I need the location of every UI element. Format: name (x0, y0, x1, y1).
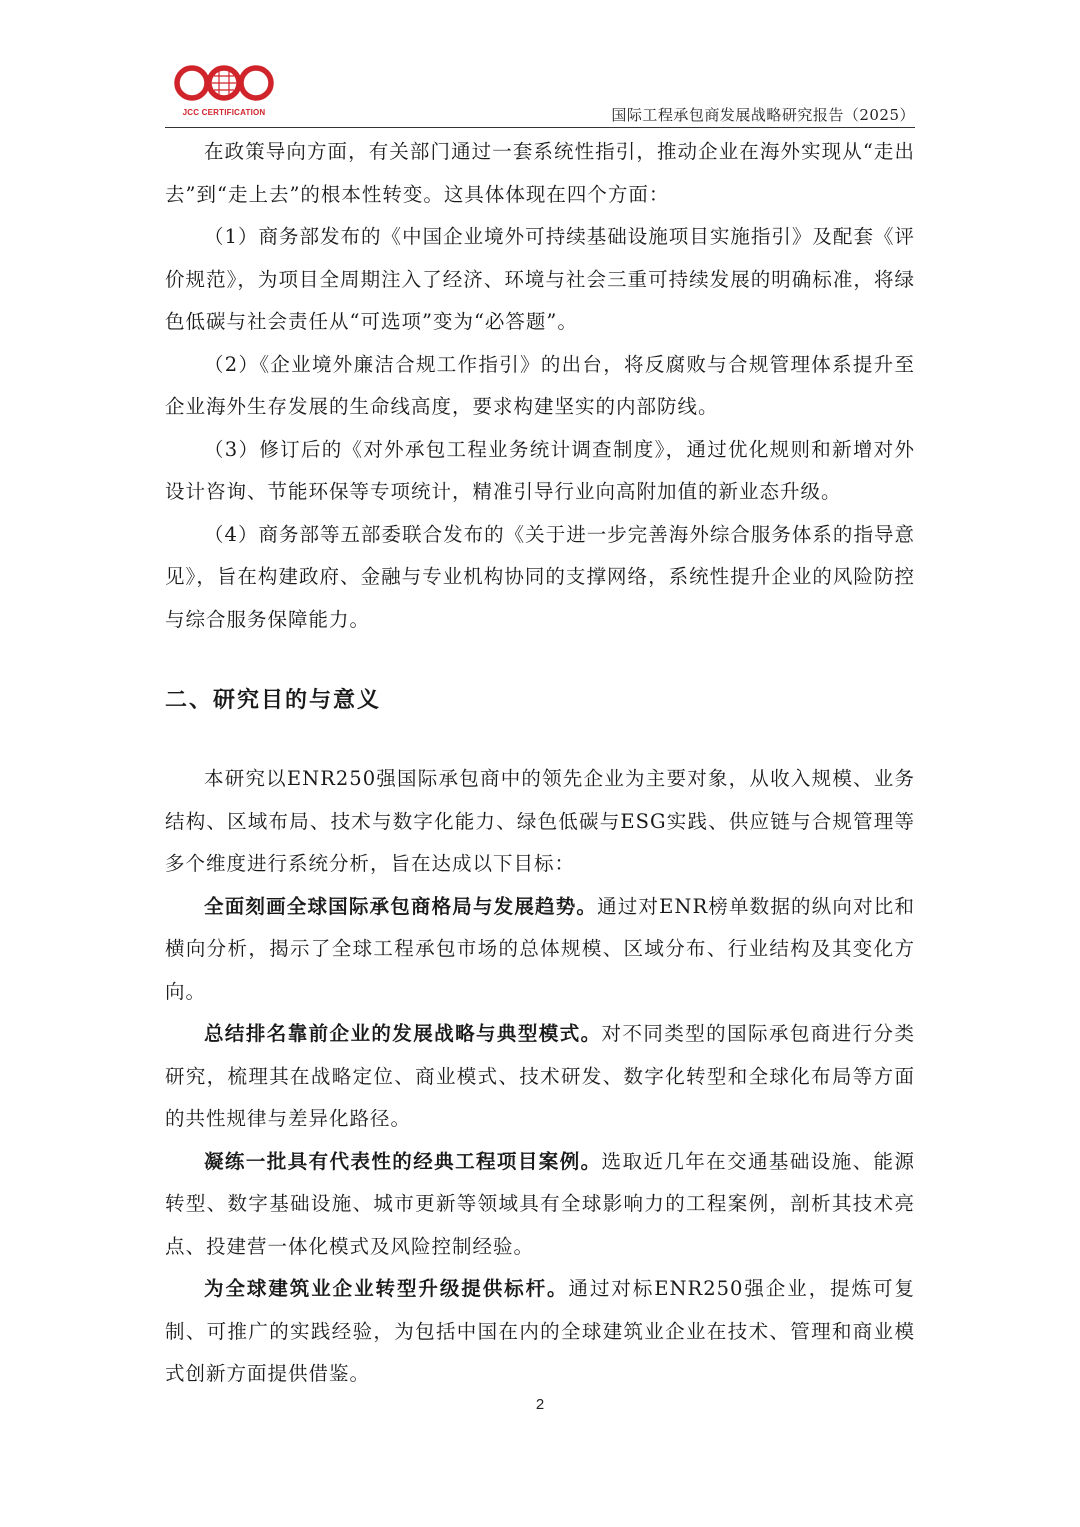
goal-text: 对不同类型的国际承包商进行分类研究，梳理其在战略定位、商业模式、技术研发、数字化转型和全球化布局等方面的共性规律与差异化路径。 (165, 1022, 915, 1130)
section-lead-paragraph: 本研究以ENR250强国际承包商中的领先企业为主要对象，从收入规模、业务结构、区域布局、技术与数字化能力、绿色低碳与ESG实践、供应链与合规管理等多个维度进行系统分析，旨在达成以下目标： (165, 767, 915, 875)
list-item: （4）商务部等五部委联合发布的《关于进一步完善海外综合服务体系的指导意见》，旨在构建政府、金融与专业机构协同的支撑网络，系统性提升企业的风险防控与综合服务保障能力。 (165, 522, 915, 631)
goal-text: 通过对标ENR250强企业，提炼可复制、可推广的实践经验，为包括中国在内的全球建筑业企业在技术、管理和商业模式创新方面提供借鉴。 (165, 1277, 915, 1385)
list-item: （3）修订后的《对外承包工程业务统计调查制度》，通过优化规则和新增对外设计咨询、节能环保等专项统计，精准引导行业向高附加值的新业态升级。 (165, 437, 915, 503)
list-item: （2）《企业境外廉洁合规工作指引》的出台，将反腐败与合规管理体系提升至企业海外生存发展的生命线高度，要求构建坚实的内部防线。 (165, 352, 915, 418)
logo-rings-icon (172, 62, 276, 108)
goal-paragraph (165, 886, 915, 1014)
goal-text: 通过对ENR榜单数据的纵向对比和横向分析，揭示了全球工程承包市场的总体规模、区域分布、行业结构及其变化方向。 (165, 894, 915, 1003)
goal-title: 为全球建筑业企业转型升级提供标杆。 (204, 1277, 569, 1300)
goal-paragraph (165, 1268, 915, 1396)
goal-text: 选取近几年在交通基础设施、能源转型、数字基础设施、城市更新等领域具有全球影响力的工程案例，剖析其技术亮点、投建营一体化模式及风险控制经验。 (165, 1149, 915, 1258)
header-title: 国际工程承包商发展战略研究报告（2025） (611, 106, 915, 124)
goal-paragraph (165, 1141, 915, 1269)
list-item: （1）商务部发布的《中国企业境外可持续基础设施项目实施指引》及配套《评价规范》，为项目全周期注入了经济、环境与社会三重可持续发展的明确标准，将绿色低碳与社会责任从“可选项”变为“必答题”。 (165, 225, 915, 333)
goal-paragraph (165, 1013, 915, 1141)
logo-text: JCC CERTIFICATION (182, 108, 266, 117)
goal-title: 总结排名靠前企业的发展战略与典型模式。 (204, 1022, 602, 1045)
goal-title: 凝练一批具有代表性的经典工程项目案例。 (204, 1149, 602, 1173)
intro-paragraph: 在政策导向方面，有关部门通过一套系统性指引，推动企业在海外实现从“走出去”到“走上去”的根本性转变。这具体体现在四个方面： (165, 140, 915, 206)
page-number: 2 (535, 1396, 545, 1413)
goal-title: 全面刻画全球国际承包商格局与发展趋势。 (204, 894, 598, 918)
section-heading: 二、研究目的与意义 (165, 688, 382, 713)
page-body (165, 131, 915, 1396)
jcc-certification-logo (172, 62, 276, 120)
header-divider (165, 127, 915, 128)
